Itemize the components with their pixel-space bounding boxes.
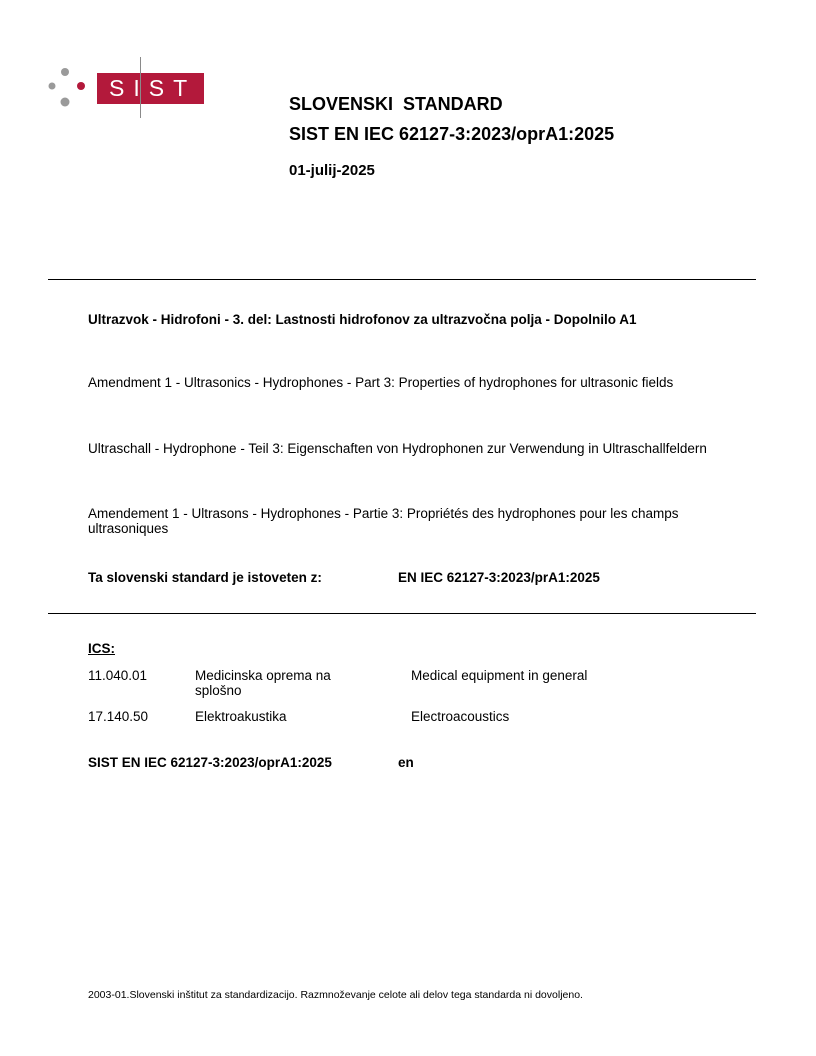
- ics-description-sl: Elektroakustika: [195, 709, 287, 724]
- ics-description-en: Electroacoustics: [411, 709, 510, 724]
- logo-divider: [140, 57, 141, 118]
- middle-divider: [48, 613, 756, 614]
- doc-number: SIST EN IEC 62127-3:2023/oprA1:2025: [289, 124, 615, 144]
- ics-heading: ICS:: [88, 641, 115, 656]
- footer-language: en: [398, 755, 414, 770]
- title-english: Amendment 1 - Ultrasonics - Hydrophones - Part 3: Properties of hydrophones for ultrasonic fields: [88, 375, 674, 390]
- ics-description-en: Medical equipment in general: [411, 668, 588, 683]
- footer-doc-id: SIST EN IEC 62127-3:2023/oprA1:2025: [88, 755, 332, 770]
- sist-logo-dots: [44, 64, 90, 110]
- doc-type: SLOVENSKI STANDARD: [289, 94, 503, 114]
- equivalence-label: Ta slovenski standard je istoveten z:: [88, 570, 322, 585]
- top-divider: [48, 279, 756, 280]
- ics-description-sl: Medicinska oprema na splošno: [195, 668, 331, 698]
- sist-logo: SIST: [97, 73, 204, 104]
- title-slovenian: Ultrazvok - Hidrofoni - 3. del: Lastnosti hidrofonov za ultrazvočna polja - Dopolnilo A1: [88, 312, 637, 327]
- equivalence-value: EN IEC 62127-3:2023/prA1:2025: [398, 570, 600, 585]
- ics-code: 17.140.50: [88, 709, 149, 724]
- copyright-notice: 2003-01.Slovenski inštitut za standardizacijo. Razmnoževanje celote ali delov tega standarda ni dovoljeno.: [88, 989, 583, 1001]
- title-french: Amendement 1 - Ultrasons - Hydrophones - Partie 3: Propriétés des hydrophones pour les champs ultrasoniques: [88, 506, 679, 536]
- ics-code: 11.040.01: [88, 668, 148, 683]
- doc-date: 01-julij-2025: [289, 162, 375, 179]
- title-german: Ultraschall - Hydrophone - Teil 3: Eigenschaften von Hydrophonen zur Verwendung in Ultraschallfeldern: [88, 441, 707, 456]
